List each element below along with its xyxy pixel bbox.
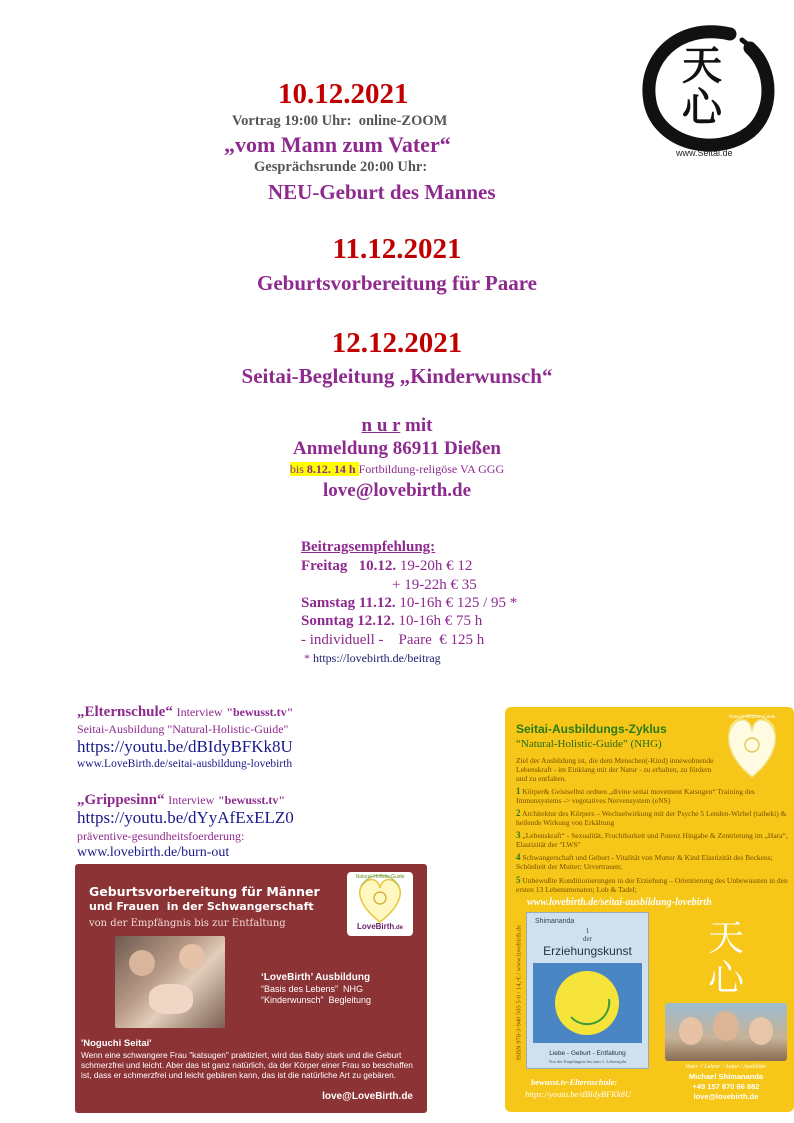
footer-elternschule: bewusst.tv-Elternschule: [531, 1077, 618, 1087]
grippesinn-title: „Grippesinn“ [77, 792, 165, 808]
author-name: Michael Shimananda [688, 1072, 764, 1081]
fee-row [301, 595, 517, 612]
elternschule-heading [77, 704, 293, 721]
yellow-kanji-bottom: 心 [708, 958, 745, 999]
grippesinn-heading [77, 792, 285, 809]
panel-title-2: und Frauen in der Schwangerschaft [89, 900, 314, 913]
cycle-intro: Ziel der Ausbildung ist, die dem Menschen(-Kind) innewohnende Lebenskraft - im Einklang mit der Natur - zu erhalten, zu fördern und zu entfalten. [516, 756, 714, 783]
birth-prep-panel [75, 864, 427, 1113]
yellow-badge-arc-text: Natural-Holistic-Guide [728, 715, 776, 720]
cycle-item-text: Schwangerschaft und Geburt - Vitalität von Mutter & Kind Elastizität des Beckens; Schönheit der Mutter; Urvertrauen; [516, 853, 773, 871]
course-title: ‘LoveBirth’ Ausbildung [261, 972, 371, 983]
cycle-item-text: Architektur des Körpers – Wechselwirkung mit der Psyche 5 Lenden-Wirbel (taiheki) & heilende Wirkung von Erkältung [516, 809, 787, 827]
course-item-1: “Basis des Lebens” NHG [261, 984, 364, 994]
badge-brand-name: LoveBirth [356, 922, 395, 931]
event-1-discussion-time: Gesprächsrunde 20:00 Uhr: [254, 159, 428, 175]
elternschule-interview: Interview [176, 705, 223, 719]
author-phone: +49 157 870 66 882 [692, 1082, 760, 1091]
fee-label: Freitag 10.12. [301, 558, 397, 574]
cycle-site: www.lovebirth.de/seitai-ausbildung-lovebirth [527, 897, 712, 908]
author-role: Vater // Lehrer / Autor / Ausbilder [685, 1064, 767, 1070]
deadline-prefix: bis [289, 462, 304, 476]
book-cover [526, 912, 649, 1069]
fees-heading: Beitragsempfehlung: [301, 539, 436, 555]
cycle-item [516, 853, 788, 871]
cycle-item [516, 787, 788, 805]
photo-person-1 [679, 1017, 703, 1045]
noguchi-heading: 'Noguchi Seitai' [81, 1038, 152, 1049]
photo-figure-right [179, 944, 205, 970]
elternschule-desc: Seitai-Ausbildung "Natural-Holistic-Guide" [77, 722, 289, 736]
registration-deadline [0, 462, 794, 477]
event-1-title: „vom Mann zum Vater“ [224, 132, 451, 157]
fee-label: Samstag 11.12. [301, 595, 396, 611]
book-side-text: ISBN 978-3-940 503 5-0 / 14,-€ / www.lovebirth.de [515, 924, 523, 1061]
event-1-lecture-time: Vortrag 19:00 Uhr: online-ZOOM [232, 113, 448, 129]
cycle-item-num: 5 [516, 875, 521, 885]
fee-value: 10-16h € 125 / 95 * [399, 595, 518, 611]
elternschule-video-link[interactable]: https://youtu.be/dBIdyBFKk8U [77, 737, 293, 756]
course-item-2: “Kinderwunsch” Begleitung [261, 995, 372, 1005]
book-sun-icon [527, 959, 648, 1049]
logo-kanji-bottom: 心 [682, 85, 722, 131]
cycle-item-text: Unbewußte Konditionierungen in der Erziehung – Orientierung des Unbewussten in den ersten 13 Lebensmonaten; Lob & Tadel; [516, 876, 788, 894]
grippesinn-desc: präventive-gesundheitsfoerderung: [77, 829, 245, 843]
event-1-subtitle: NEU-Geburt des Mannes [268, 180, 496, 204]
cycle-item [516, 831, 788, 849]
noguchi-text: Wenn eine schwangere Frau "katsugen" praktiziert, wird das Baby stark und die Geburt schmerzfrei und leicht. Aber das ist ganz natürlich, da der Körper einer Frau so beschaffen ist, dass er schmerzfrei und leicht gebären kann, das ist die natürliche Art zu gebären. [81, 1050, 413, 1080]
photo-person-2 [713, 1011, 739, 1041]
badge-brand-tld: .de [394, 925, 403, 931]
event-date-3: 12.12.2021 [331, 327, 463, 359]
heart-badge-icon [719, 711, 785, 781]
elternschule-source: "bewusst.tv" [226, 705, 294, 719]
book-tagline: Liebe - Geburt - Entfaltung [549, 1050, 626, 1057]
book-title: Erziehungskunst [543, 944, 632, 958]
heart-badge-icon [347, 872, 413, 928]
badge-brand [347, 922, 413, 931]
footnote-star: * [304, 651, 310, 665]
grippesinn-interview: Interview [168, 793, 215, 807]
fee-value: + 19-22h € 35 [392, 577, 477, 593]
yellow-kanji-top: 天 [708, 918, 745, 959]
elternschule-title: „Elternschule“ [77, 704, 173, 720]
cycle-item [516, 876, 788, 894]
only-word: n u r [361, 415, 401, 436]
seitai-cycle-panel [505, 707, 794, 1112]
fee-value: - individuell - Paare € 125 h [301, 632, 485, 648]
grippesinn-source: "bewusst.tv" [218, 793, 286, 807]
cycle-item-text: „Lebenskraft“ - Sexualität, Fruchtbarkeit und Potenz Hingabe & Zentrierung im „Hara“, Elastizität der "LWS" [516, 831, 788, 849]
registration-line: Anmeldung 86911 Dießen [293, 438, 501, 459]
burnout-site-link[interactable]: www.lovebirth.de/burn-out [77, 845, 230, 860]
book-small-2: der [583, 935, 592, 943]
cycle-item-num: 4 [516, 852, 521, 862]
seitai-logo [638, 20, 778, 160]
panel-subtitle: von der Empfängnis bis zur Entfaltung [89, 918, 286, 929]
fee-row [301, 613, 482, 630]
badge-arc-text: Natural-Holistic-Guide [355, 874, 405, 880]
cycle-item-num: 1 [516, 786, 521, 796]
deadline-note: Fortbildung-religöse VA GGG [358, 462, 505, 476]
author-email: love@lovebirth.de [693, 1092, 759, 1101]
with-word: mit [405, 415, 433, 436]
grippesinn-video-link[interactable]: https://youtu.be/dYyAfExELZ0 [77, 808, 294, 827]
cycle-subtitle: “Natural-Holistic-Guide” (NHG) [516, 738, 662, 750]
author-family-photo [665, 1003, 787, 1061]
photo-person-3 [749, 1017, 773, 1045]
lovebirth-badge [347, 872, 413, 936]
registration-only-line [0, 415, 794, 437]
cycle-item-num: 2 [516, 808, 521, 818]
fee-value: 19-20h € 12 [399, 558, 473, 574]
cycle-item-num: 3 [516, 830, 521, 840]
registration-email: love@lovebirth.de [322, 480, 472, 501]
panel-email: love@LoveBirth.de [322, 1091, 413, 1102]
beitrag-link[interactable]: https://lovebirth.de/beitrag [313, 651, 441, 665]
photo-baby [149, 984, 193, 1014]
cycle-item-text: Körper& Geistselbst ordnen „divine seitai movement Katsugen“ Training des Immunsystems -> vegetatives Nervensystem (eNS) [516, 787, 755, 805]
fee-row [392, 577, 477, 594]
event-date-2: 11.12.2021 [332, 233, 462, 265]
deadline-highlight [290, 462, 359, 476]
cycle-title: Seitai-Ausbildungs-Zyklus [516, 722, 667, 736]
cycle-item [516, 809, 788, 827]
panel-title-1: Geburtsvorbereitung für Männer [89, 884, 320, 899]
logo-kanji-top: 天 [682, 43, 722, 89]
logo-url: www.Seitai.de [676, 148, 733, 158]
family-photo [115, 936, 225, 1028]
fee-row [301, 632, 484, 649]
book-author: Shimananda [535, 918, 575, 925]
fee-value: 10-16h € 75 h [398, 613, 483, 629]
book-small-1: 1 [585, 927, 590, 935]
event-3-title: Seitai-Begleitung „Kinderwunsch“ [241, 364, 553, 388]
event-date-1: 10.12.2021 [278, 78, 409, 110]
deadline-time: 8.12. 14 h [306, 462, 356, 476]
fee-row [301, 558, 472, 575]
event-2-title: Geburtsvorbereitung für Paare [257, 271, 537, 295]
fee-label: Sonntag 12.12. [301, 613, 395, 629]
book-note: Von der Empfängnis bis zum 1. Lebensjahr [548, 1059, 627, 1064]
fees-footnote [304, 651, 441, 666]
photo-figure-left [129, 950, 155, 976]
footer-video-link[interactable]: https://youtu.be/dBIdyBFKk8U [525, 1089, 631, 1099]
elternschule-site-link[interactable]: www.LoveBirth.de/seitai-ausbildung-lovebirth [77, 758, 293, 770]
